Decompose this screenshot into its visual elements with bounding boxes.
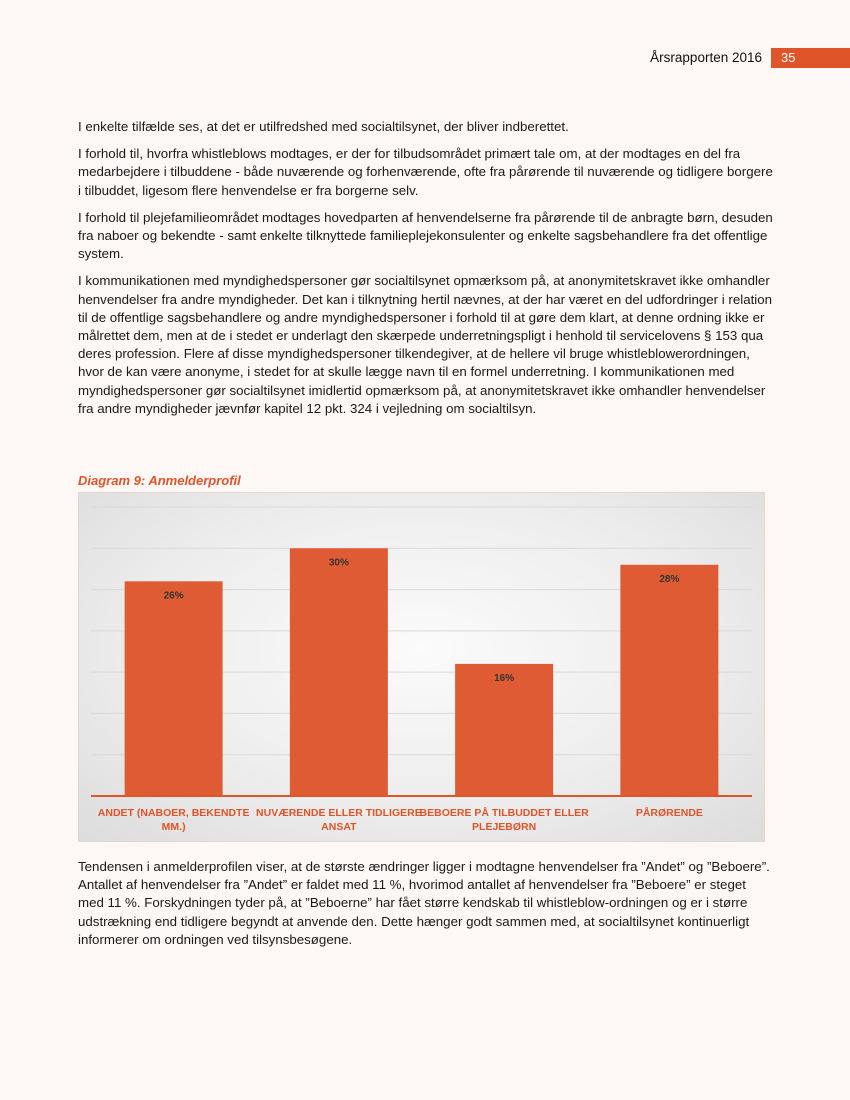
category-label: ANSAT — [321, 821, 357, 833]
closing-text — [78, 858, 773, 949]
data-label: 26% — [163, 590, 184, 602]
data-label: 30% — [328, 557, 349, 569]
category-label: ANDET (NABOER, BEKENDTE — [97, 807, 250, 819]
page-number-badge: 35 — [771, 48, 850, 68]
paragraph: I kommunikationen med myndighedspersoner gør socialtilsynet opmærksom på, at anonymitetskravet ikke omhandler henvendelser fra andre myndigheder. Det kan i tilknytning hertil nævnes, at der har været en del udfordringer i relation til de offentlige sagsbehandlere og andre myndighedspersoner i forhold til at gøre dem klart, at denne ordning ikke er målrettet dem, men at de i stedet er underlagt den skærpede underretningspligt i henhold til servicelovens § 153 qua deres profession. Flere af disse myndighedspersoner tilkendegiver, at de hellere vil bruge whistleblowerordningen, hvor de kan være anonyme, i stedet for at skulle lægge navn til en formel underretning. I kommunikationen med myndighedspersoner gør socialtilsynet imidlertid opmærksom på, at anonymitetskravet ikke omhandler henvendelser fra andre myndigheder jævnfør kapitel 12 pkt. 324 i vejledning om socialtilsyn. — [78, 273, 773, 416]
category-label: PÅRØRENDE — [635, 807, 703, 819]
category-label: NUVÆRENDE ELLER TIDLIGERE — [256, 807, 422, 819]
paragraph: I forhold til plejefamilieområdet modtages hovedparten af henvendelserne fra pårørende til de anbragte børn, desuden fra naboer og bekendte - samt enkelte tilknyttede familieplejekonsulenter og enkelte sagsbehandlere fra det offentlige system. — [78, 209, 773, 262]
paragraph: I forhold til, hvorfra whistleblows modtages, er der for tilbudsområdet primært tale om, at der modtages en del fra medarbejdere i tilbuddene - både nuværende og forhenværende, ofte fra pårørende til nuværende og tidligere borgere i tilbuddet, ligesom flere henvendelse er fra borgerne selv. — [78, 146, 773, 198]
paragraph: Tendensen i anmelderprofilen viser, at de største ændringer ligger i modtagne henvendelser fra ”Andet” og ”Beboere”. Antallet af henvendelser fra ”Andet” er faldet med 11 %, hvorimod antallet af henvendelser fra ”Beboere” er steget med 11 %. Forskydningen tyder på, at ”Beboerne” har fået større kendskab til whistleblow-ordningen og er i større udstrækning end tidligere begyndt at anvende den. Dette hænger godt sammen med, at socialtilsynet kontinuerligt informerer om ordningen ved tilsynsbesøgene. — [78, 859, 770, 947]
category-label: MM.) — [161, 821, 186, 833]
bar-chart — [79, 493, 764, 841]
bar — [620, 565, 718, 796]
paragraph: I enkelte tilfælde ses, at det er utilfredshed med socialtilsynet, der bliver indberettet. — [78, 119, 569, 134]
bar — [125, 581, 223, 796]
category-label: PLEJEBØRN — [472, 821, 537, 833]
data-label: 28% — [659, 573, 680, 585]
chart-container — [78, 492, 765, 842]
bar — [290, 548, 388, 796]
category-label: BEBOERE PÅ TILBUDDET ELLER — [419, 807, 589, 819]
data-label: 16% — [494, 672, 515, 684]
header-title: Årsrapporten 2016 — [650, 50, 762, 65]
diagram-caption: Diagram 9: Anmelderprofil — [78, 473, 241, 488]
body-text — [78, 118, 773, 427]
